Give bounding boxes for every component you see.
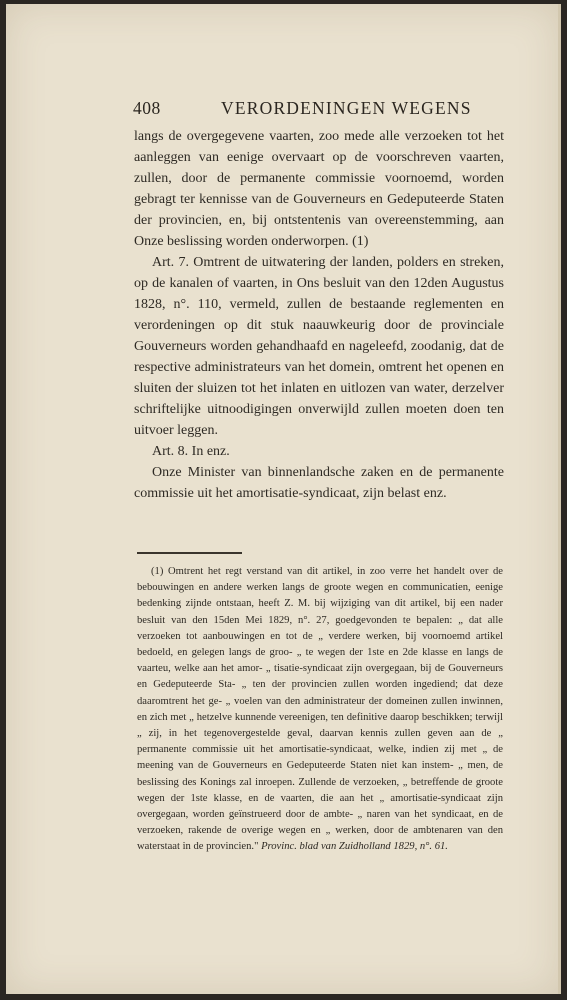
paragraph-1: langs de overgegevene vaarten, zoo mede alle verzoeken tot het aanleggen van eenige overvaart op de voorschreven vaarten, zullen, door de permanente commissie voornoemd, worden gebragt ter kennisse van de Gouverneurs en Gedeputeerde Staten der provincien, en, bij ontstentenis van overeenstemming, aan Onze beslissing worden onderworpen. (1): [134, 129, 504, 249]
footnote-text: (1) Omtrent het regt verstand van dit artikel, in zoo verre het handelt over de bebouwingen en andere werken langs de groote wegen en communicatien, eenige bedenking zijnde ontstaan, heeft Z. M. bij wijziging van dit artikel, bij een nader besluit van den 15den Mei 1829, n°. 27, goedgevonden te bepalen: „ dat alle verzoeken tot aanbouwingen en tot de „ verdere werken, bij voornoemd artikel bedoeld, en gelegen langs de groo- „ te wegen der 1ste en 2de klasse en langs de vaarteu, welke aan het amor- „ tisatie-syndicaat zijn overgegaan, bij de Gouverneurs en Gedeputeerde Sta- „ ten der provincien zullen worden ingediend; dat deze daaromtrent het ge- „ voelen van den administrateur der domeinen zullen inwinnen, en zich met „ hetzelve kunnende vereenigen, ten definitive daarop beschikken; terwijl „ zij, in het tegenovergestelde geval, daarvan kennis zullen geven aan de „ permanente commissie uit het amortisatie-syndicaat, welke, indien zij met „ de meening van de Gouverneurs en Gedeputeerde Staten niet kan instem- „ men, de beslissing des Konings zal inroepen. Zullende de verzoeken, „ betreffende de groote wegen der 1ste klasse, en de vaarten, die aan het „ amortisatie-syndicaat zijn overgegaan, worden geïnstrueerd door de ambte- „ naren van het syndicaat, en de verzoeken, rakende de overige wegen en „ werken, door de ambtenaren van den waterstaat in de provincien.": [137, 566, 503, 853]
paragraph-article-7: Art. 7. Omtrent de uitwatering der landen, polders en streken, op de kanalen of vaarten, in Ons besluit van den 12den Augustus 1828, n°. 110, vermeld, zullen de bestaande reglementen en verordeningen op dit stuk naauwkeurig door de provinciale Gouverneurs worden gehandhaafd en nageleefd, zoodanig, dat de respective administrateurs van het domein, omtrent het openen en sluiten der sluizen tot het inlaten en uitlozen van water, derzelver schriftelijke uitnoodigingen onverwijld zullen moeten doen ten uitvoer leggen.: [134, 255, 504, 438]
main-text: [134, 126, 504, 504]
paragraph-article-8: Art. 8. In enz.: [152, 444, 230, 459]
book-page: [6, 4, 561, 994]
running-head: VERORDENINGEN WEGENS: [221, 98, 472, 118]
footnote-citation: Provinc. blad van Zuidholland 1829, n°. 61.: [261, 841, 448, 853]
footnote: [137, 564, 503, 856]
paragraph-closing: Onze Minister van binnenlandsche zaken en de permanente commissie uit het amortisatie-syndicaat, zijn belast enz.: [134, 465, 504, 501]
page-number: 408: [133, 98, 161, 118]
page-header: [133, 98, 503, 120]
footnote-divider: [137, 552, 242, 554]
